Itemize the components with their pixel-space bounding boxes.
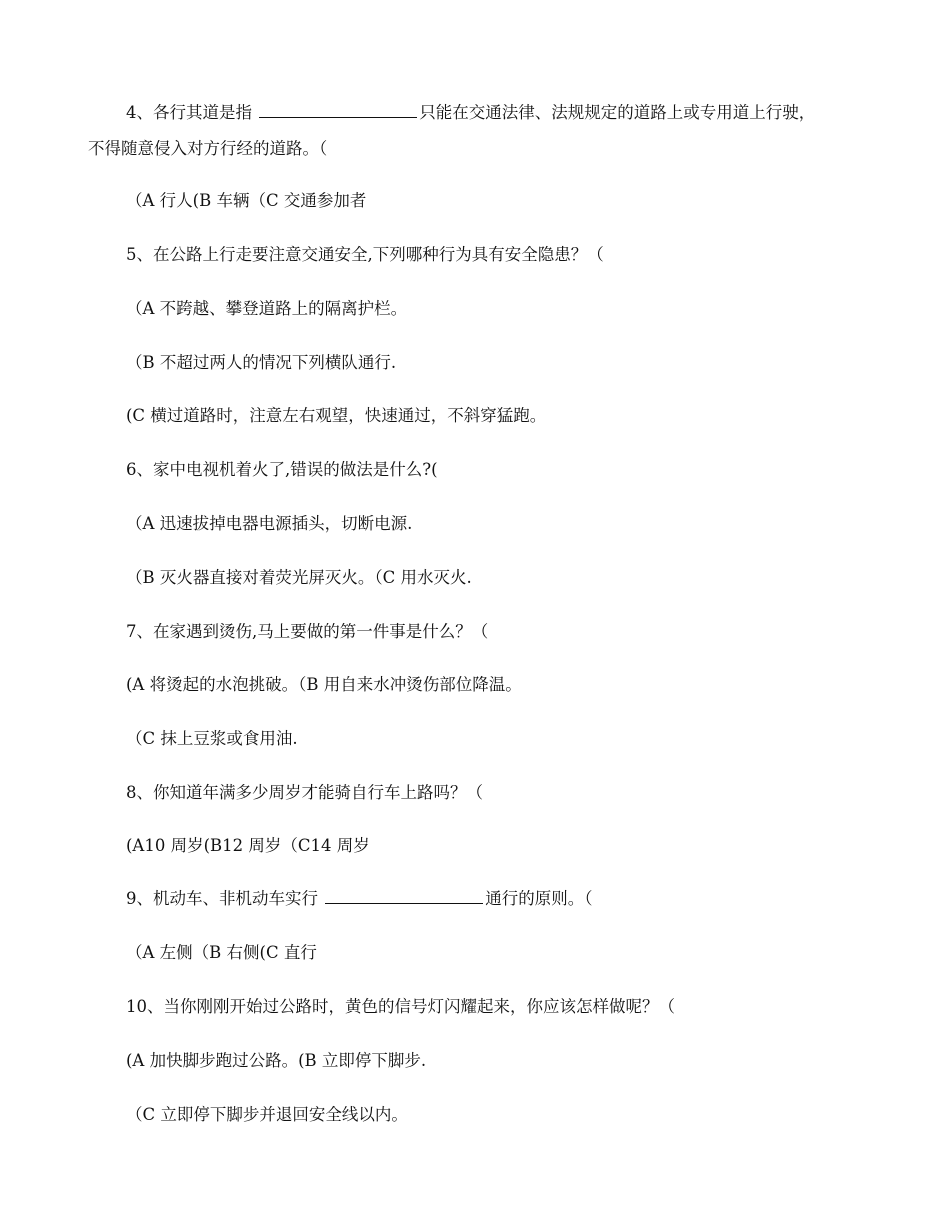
question-8-options: (A10 周岁(B12 周岁（C14 周岁 xyxy=(126,836,370,855)
question-10-options-ab: (A 加快脚步跑过公路。(B 立即停下脚步. xyxy=(126,1051,427,1070)
question-10-option-c: （C 立即停下脚步并退回安全线以内。 xyxy=(126,1105,408,1124)
question-5-option-a: （A 不跨越、攀登道路上的隔离护栏。 xyxy=(126,299,408,318)
question-9-stem-start: 9、机动车、非机动车实行 xyxy=(126,889,324,908)
question-9 xyxy=(126,888,593,910)
question-7: 7、在家遇到烫伤,马上要做的第一件事是什么？（ xyxy=(126,622,489,641)
question-9-stem-end: 通行的原则。（ xyxy=(485,889,593,908)
answer-blank xyxy=(259,102,417,118)
question-4-options: （A 行人(B 车辆（C 交通参加者 xyxy=(126,191,367,210)
question-4-continuation: 不得随意侵入对方行经的道路。（ xyxy=(88,139,328,158)
question-7-option-c: （C 抹上豆浆或食用油. xyxy=(126,729,298,748)
question-10: 10、当你刚刚开始过公路时，黄色的信号灯闪耀起来，你应该怎样做呢？（ xyxy=(126,997,675,1016)
question-6: 6、家中电视机着火了,错误的做法是什么?( xyxy=(126,460,438,479)
question-5-option-b: （B 不超过两人的情况下列横队通行. xyxy=(126,353,397,372)
answer-blank xyxy=(325,888,483,904)
question-7-options-ab: (A 将烫起的水泡挑破。（B 用自来水冲烫伤部位降温。 xyxy=(126,675,522,694)
question-8: 8、你知道年满多少周岁才能骑自行车上路吗？（ xyxy=(126,783,483,802)
question-9-options: （A 左侧（B 右侧(C 直行 xyxy=(126,943,317,962)
question-5-option-c: (C 横过道路时，注意左右观望，快速通过，不斜穿猛跑。 xyxy=(126,406,547,425)
question-4-stem-start: 4、各行其道是指 xyxy=(126,103,258,122)
question-4-stem-end: 只能在交通法律、法规规定的道路上或专用道上行驶， xyxy=(419,103,816,122)
question-6-options-bc: （B 灭火器直接对着荧光屏灭火。（C 用水灭火. xyxy=(126,568,472,587)
question-4 xyxy=(126,102,815,124)
question-6-option-a: （A 迅速拔掉电器电源插头，切断电源. xyxy=(126,514,413,533)
question-5: 5、在公路上行走要注意交通安全,下列哪种行为具有安全隐患？（ xyxy=(126,245,604,264)
